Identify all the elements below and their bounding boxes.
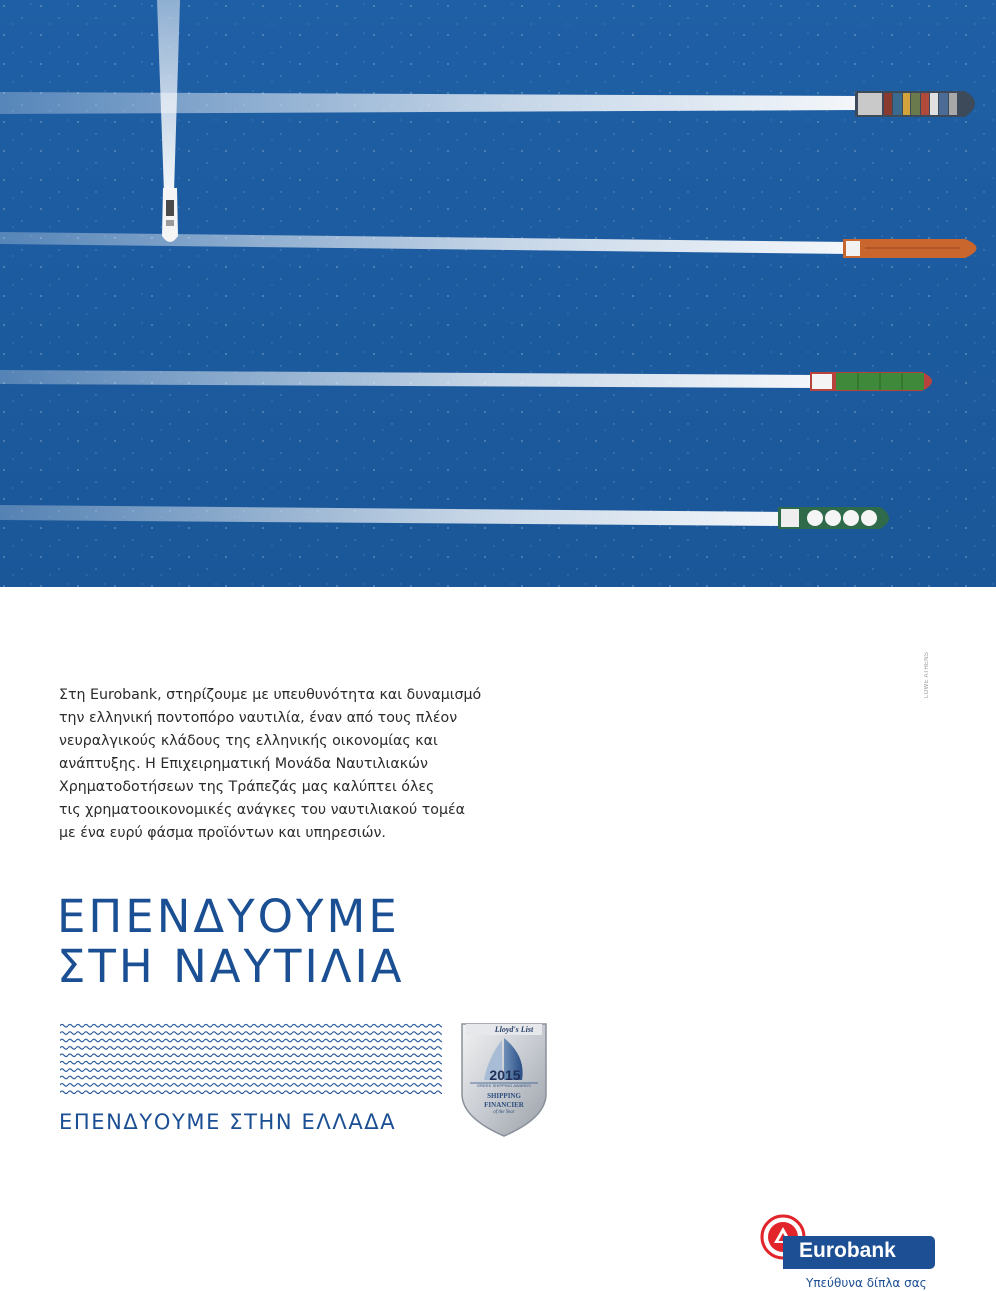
body-line: νευραλγικούς κλάδους της ελληνικής οικονομίας και bbox=[59, 733, 438, 749]
brand-tagline: Υπεύθυνα δίπλα σας bbox=[806, 1276, 927, 1290]
bulk-carrier-icon bbox=[810, 372, 932, 391]
body-line: Χρηματοδοτήσεων της Τράπεζάς μας καλύπτει όλες bbox=[59, 779, 435, 795]
container-ship-icon bbox=[855, 91, 975, 117]
body-line: με ένα ευρύ φάσμα προϊόντων και υπηρεσιών. bbox=[59, 825, 386, 841]
body-paragraph bbox=[59, 684, 499, 845]
wave-pattern bbox=[60, 1022, 442, 1101]
body-line: την ελληνική ποντοπόρο ναυτιλία, έναν από τους πλέον bbox=[59, 710, 458, 726]
sub-headline: ΕΠΕΝΔΥΟΥΜΕ ΣΤΗΝ ΕΛΛΑΔΑ bbox=[59, 1110, 397, 1134]
award-year: 2015 bbox=[489, 1067, 521, 1083]
tanker-ship-icon bbox=[843, 239, 977, 258]
lng-carrier-icon bbox=[778, 507, 889, 529]
award-publisher: Lloyd's List bbox=[494, 1025, 534, 1034]
headline-line: ΣΤΗ ΝΑΥΤΙΛΙΑ bbox=[57, 940, 405, 993]
headline-line: ΕΠΕΝΔΥΟΥΜΕ bbox=[57, 890, 400, 943]
hero-photo bbox=[0, 0, 996, 587]
body-line: ανάπτυξης. Η Επιχειρηματική Μονάδα Ναυτιλιακών bbox=[59, 756, 428, 772]
award-title-line: FINANCIER bbox=[484, 1101, 524, 1109]
lloyds-award-badge bbox=[460, 1022, 548, 1138]
body-line: τις χρηματοοικονομικές ανάγκες του ναυτιλιακού τομέα bbox=[59, 802, 466, 818]
brand-name: Eurobank bbox=[799, 1239, 896, 1262]
eurobank-wordmark bbox=[783, 1236, 935, 1269]
headline bbox=[57, 892, 477, 992]
speedboat-icon bbox=[162, 188, 178, 242]
award-event: GREEK SHIPPING AWARDS bbox=[477, 1084, 531, 1088]
body-line: Στη Eurobank, στηρίζουμε με υπευθυνότητα και δυναμισμό bbox=[59, 687, 482, 703]
award-title-line: SHIPPING bbox=[487, 1092, 521, 1100]
agency-credit: LOWE ATHENS bbox=[924, 651, 930, 698]
award-title-line: of the Year bbox=[493, 1110, 515, 1115]
